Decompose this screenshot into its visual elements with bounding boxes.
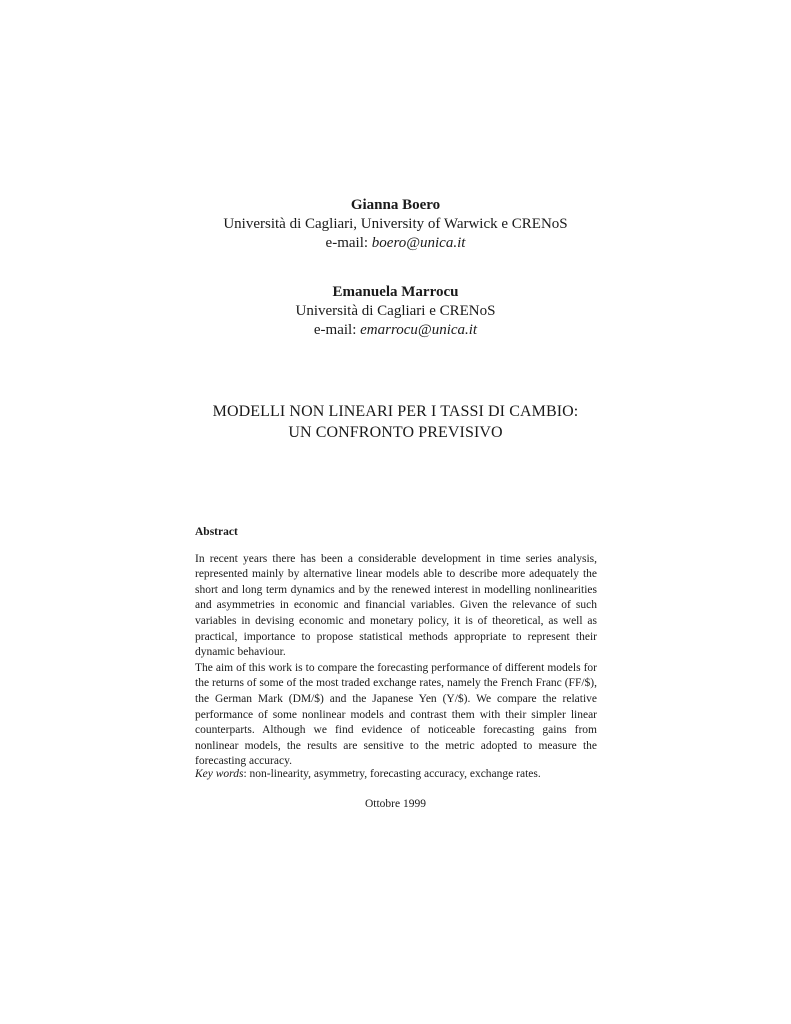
- paper-title: [0, 401, 791, 443]
- author-block-2: [0, 283, 791, 340]
- author-affiliation: Università di Cagliari, University of Warwick e CRENoS: [223, 216, 568, 232]
- author-affiliation: Università di Cagliari e CRENoS: [295, 303, 496, 319]
- author-name: Gianna Boero: [350, 197, 441, 213]
- keywords-text: non-linearity, asymmetry, forecasting accuracy, exchange rates.: [249, 768, 541, 780]
- email-label: e-mail:: [313, 322, 361, 338]
- keywords-label: Key words: [195, 768, 244, 780]
- author-email: boero@unica.it: [371, 235, 466, 251]
- author-email-line: [0, 321, 791, 340]
- keywords-separator: :: [243, 768, 250, 780]
- author-block-1: [0, 196, 791, 253]
- abstract-paragraph-2: The aim of this work is to compare the forecasting performance of different models for the returns of some of the most traded exchange rates, namely the French Franc (FF/$), the German Mark (DM/$) and the Japanese Yen (Y/$). We compare the relative performance of some nonlinear models and contrast them with their simpler linear counterparts. Although we find evidence of noticeable forecasting gains from nonlinear models, the results are sensitive to the metric adopted to measure the forecasting accuracy.: [195, 661, 597, 768]
- author-name: Emanuela Marrocu: [332, 284, 459, 300]
- title-line-1: MODELLI NON LINEARI PER I TASSI DI CAMBIO:: [212, 403, 579, 420]
- email-label: e-mail:: [325, 235, 372, 251]
- abstract-heading: Abstract: [195, 526, 238, 538]
- keywords-line: [195, 767, 597, 782]
- abstract-section: [195, 525, 597, 770]
- author-email-line: [0, 234, 791, 253]
- publication-date: Ottobre 1999: [364, 798, 426, 810]
- author-email: emarrocu@unica.it: [360, 322, 478, 338]
- title-line-2: UN CONFRONTO PREVISIVO: [288, 424, 503, 441]
- abstract-paragraph-1: In recent years there has been a considerable development in time series analysis, represented mainly by alternative linear models able to describe more adequately the short and long term dynamics and by the renewed interest in modelling nonlinearities and asymmetries in economic and financial variables. Given the relevance of such variables in devising economic and monetary policy, it is of theoretical, as well as practical, importance to propose statistical methods appropriate to represent their dynamic behaviour.: [195, 552, 597, 659]
